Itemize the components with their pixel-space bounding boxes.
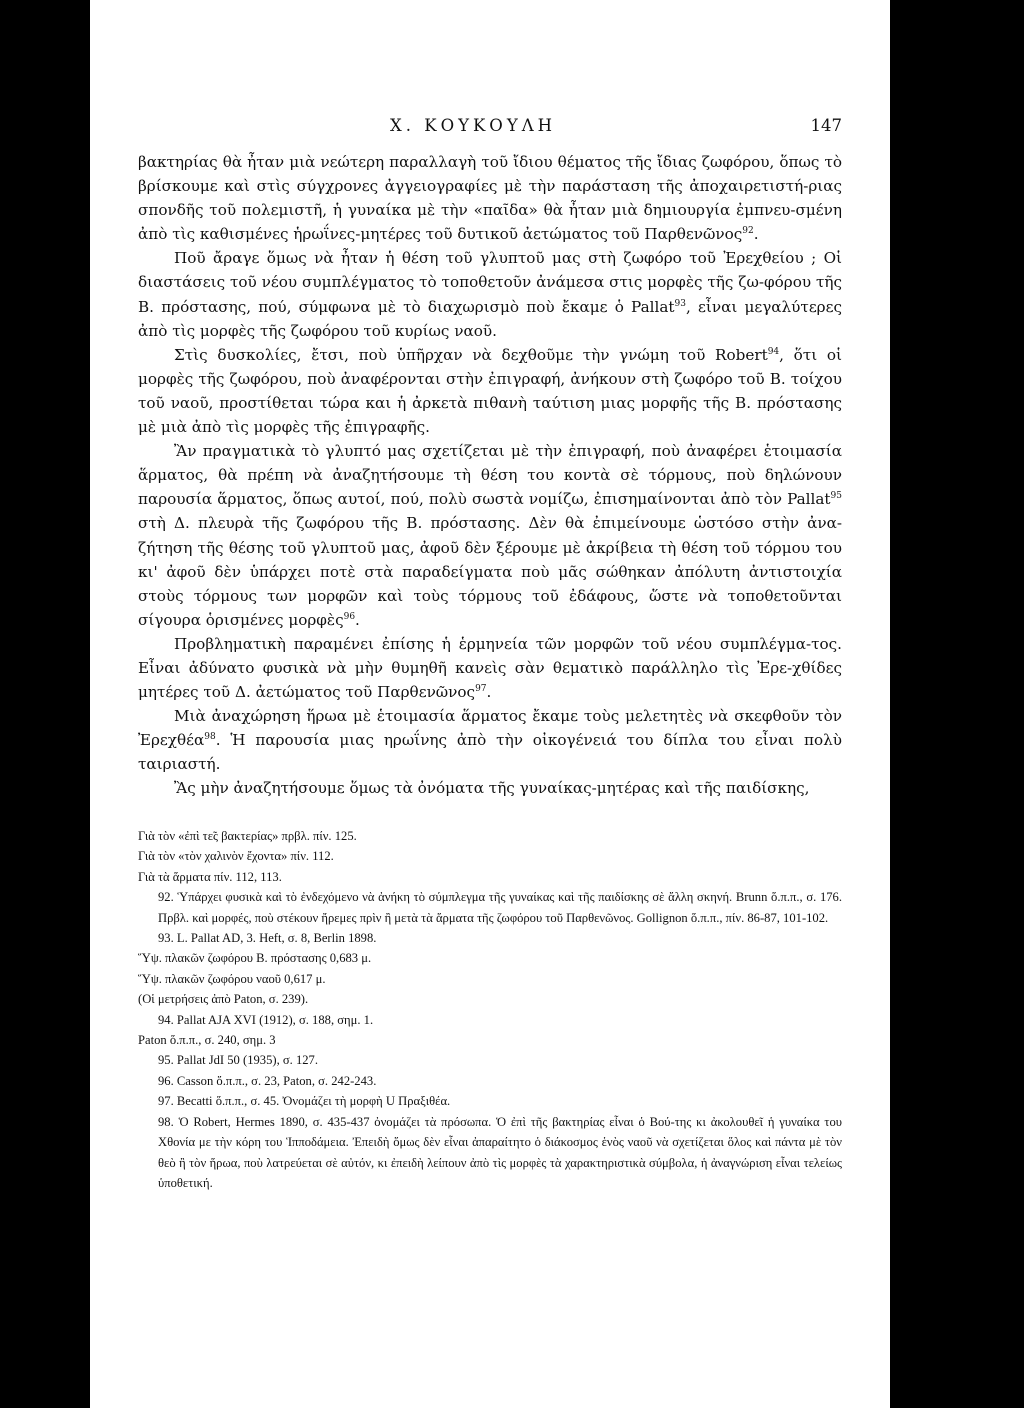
paragraph-text: Ἂς μὴν ἀναζητήσουμε ὅμως τὰ ὀνόματα τῆς γυναίκας-μητέρας καὶ τῆς παιδίσκης,: [174, 779, 810, 798]
paragraph-text: Στὶς δυσκολίες, ἔτσι, ποὺ ὑπῆρχαν νὰ δεχθοῦμε τὴν γνώμη τοῦ Robert: [174, 345, 768, 364]
footnote-ref: 93: [674, 298, 686, 309]
footnote: (Οἱ μετρήσεις ἀπὸ Paton, σ. 239).: [138, 992, 309, 1007]
footnote-ref: 92: [742, 226, 754, 237]
paragraph-text: Ποῦ ἄραγε ὅμως νὰ ἦταν ἡ θέση τοῦ γλυπτοῦ μας στὴ ζωφόρο τοῦ Ἐρεχθείου ; Οἱ διαστάσεις τοῦ νέου συμπλέγματος τὸ τοποθετοῦν ἀνάμεσα στις μορφὲς τῆς ζω-φόρου τῆς Β. πρόστασης, πού, σύμφωνα μὲ τὸ διαχωρισμὸ ποὺ ἔκαμε ὁ Pallat: [138, 249, 842, 316]
footnote: Γιὰ τὸν «τὸν χαλινὸν ἔχοντα» πίν. 112.: [138, 849, 334, 864]
footnote: 94. Pallat AJA XVI (1912), σ. 188, σημ. 1.: [158, 1012, 374, 1027]
paragraph-text: .: [753, 225, 759, 244]
footnote: 93. L. Pallat AD, 3. Heft, σ. 8, Berlin 1898.: [158, 931, 377, 946]
footnote: 96. Casson ὅ.π.π., σ. 23, Paton, σ. 242-243.: [158, 1073, 377, 1088]
footnote: Ὕψ. πλακῶν ζωφόρου Β. πρόστασης 0,683 μ.: [138, 951, 372, 966]
paragraph-text: . Ἡ παρουσία μιας ηρωΐνης ἀπὸ τὴν οἰκογένειά του δίπλα του εἶναι πολὺ ταιριαστή.: [138, 731, 842, 774]
footnote: 98. Ὁ Robert, Hermes 1890, σ. 435-437 ὀνομάζει τὰ πρόσωπα. Ὁ ἐπὶ τῆς βακτηρίας εἶναι ὁ Βού-της κι ἀκολουθεῖ ἡ γυναίκα του Χθονία με τὴν κόρη του Ἱπποδάμεια. Ἐπειδὴ ὅμως δὲν εἶναι ἀπαραίτητο ὁ διάκοσμος ἑνὸς ναοῦ νὰ σχετίζεται ὅλος καὶ πάντα μὲ τὸν θεὸ ἢ τὸν ἥρωα, ποὺ λατρεύεται σὲ αὐτόν, κι ἐπειδὴ λείπουν ἀπὸ τὶς μορφὲς τὰ χαρακτηριστικὰ σύμβολα, ἡ ἀναγνώριση εἶναι τελείως ὑποθετική.: [158, 1114, 842, 1190]
body-text: [138, 150, 842, 801]
paragraph: [138, 776, 842, 800]
page: [90, 0, 890, 1408]
paragraph-text: .: [355, 610, 360, 629]
paragraph-text: στὴ Δ. πλευρὰ τῆς ζωφόρου τῆς Β. πρόστασης. Δὲν θὰ ἐπιμείνουμε ὡστόσο στὴν ἀνα-ζήτηση τῆς θέσης τοῦ γλυπτοῦ μας, ἀφοῦ δὲν ξέρουμε μὲ ἀκρίβεια τὴ θέση τοῦ τόρμου του κι' ἀφοῦ δὲν ὑπάρχει ποτὲ στὰ παραδείγματα ποὺ μᾶς σώθηκαν ἀπόλυτη ἀντιστοιχία στοὺς τόρμους των μορφῶν καὶ τοὺς τόρμους τοῦ ἐδάφους, ὥστε νὰ τοποθετοῦνται σίγουρα ὁρισμένες μορφὲς: [138, 514, 842, 629]
footnote-ref: 95: [830, 491, 842, 502]
paragraph-text: Προβληματικὴ παραμένει ἐπίσης ἡ ἑρμηνεία τῶν μορφῶν τοῦ νέου συμπλέγμα-τος. Εἶναι ἀδύνατο φυσικὰ νὰ μὴν θυμηθῆ κανεὶς σὰν θεματικὸ παράλληλο τὶς Ἐρε-χθίδες μητέρες τοῦ Δ. ἀετώματος τοῦ Παρθενῶνος: [138, 634, 842, 702]
paragraph: [138, 150, 842, 246]
running-header-author: Χ. ΚΟΥΚΟΥΛΗ: [390, 116, 557, 135]
paragraph-text: Μιὰ ἀναχώρηση ἥρωα μὲ ἑτοιμασία ἅρματος ἔκαμε τοὺς μελετητὲς νὰ σκεφθοῦν τὸν Ἐρεχθέα: [138, 707, 842, 750]
footnote-ref: 96: [343, 611, 356, 622]
footnote: Paton ὅ.π.π., σ. 240, σημ. 3: [138, 1033, 276, 1048]
paragraph-text: , εἶναι μεγαλύτερες ἀπὸ τὶς μορφὲς τῆς ζωφόρου τοῦ κυρίως ναοῦ.: [138, 297, 842, 340]
footnote: Γιὰ τὰ ἅρματα πίν. 112, 113.: [138, 869, 282, 884]
paragraph: [138, 246, 842, 342]
footnote: Γιὰ τὸν «ἐπὶ τε̃ς βακτερίας» πρβλ. πίν. 125.: [138, 829, 357, 843]
paragraph-text: Ἂν πραγματικὰ τὸ γλυπτό μας σχετίζεται μὲ τὴν ἐπιγραφή, ποὺ ἀναφέρει ἑτοιμασία ἅρματος, θὰ πρέπη νὰ ἀναζητήσουμε τὴ θέση του κοντὰ σὲ τόρμους, ποὺ δηλώνουν παρουσία ἅρματος, ὅπως αυτοί, πού, πολὺ σωστὰ νομίζω, ἐπισημαίνονται ἀπὸ τὸν Pallat: [138, 442, 842, 509]
footnote-ref: 98: [204, 732, 216, 743]
footnote: 97. Becatti ὅ.π.π., σ. 45. Ὀνομάζει τὴ μορφὴ U Πραξιθέα.: [158, 1094, 451, 1109]
running-header: [138, 116, 842, 140]
footnote: 92. Ὑπάρχει φυσικὰ καὶ τὸ ἐνδεχόμενο νὰ ἀνήκη τὸ σύμπλεγμα τῆς γυναίκας καὶ τῆς παιδίσκης σὲ ἄλλη σκηνή. Brunn ὅ.π.π., σ. 176. Πρβλ. καὶ μορφές, ποὺ στέκουν ἤρεμες πρὶν ἢ μετὰ τὰ ἅρματα τῆς ζωφόρου τοῦ Παρθενῶνος. Gollignon ὅ.π.π., πίν. 86-87, 101-102.: [158, 890, 842, 925]
page-number: 147: [810, 116, 842, 135]
footnote-ref: 97: [475, 684, 487, 694]
paragraph: [138, 343, 842, 439]
footnotes: [138, 826, 842, 1193]
footnote: 95. Pallat JdI 50 (1935), σ. 127.: [158, 1053, 318, 1068]
paragraph: [138, 632, 842, 704]
footnote: Ὕψ. πλακῶν ζωφόρου ναοῦ 0,617 μ.: [138, 971, 326, 986]
paragraph-text: βακτηρίας θὰ ἦταν μιὰ νεώτερη παραλλαγὴ τοῦ ἴδιου θέματος τῆς ἴδιας ζωφόρου, ὅπως τὸ βρίσκουμε καὶ στὶς σύγχρονες ἀγγειογραφίες μὲ τὴν παράσταση τῆς ἀποχαιρετιστή-ριας σπονδῆς τοῦ πολεμιστῆ, ἡ γυναίκα μὲ τὴν «παῖδα» θὰ ἦταν μιὰ δημιουργία ἐμπνευ-σμένη ἀπὸ τὶς καθισμένες ἡρωΐνες-μητέρες τοῦ δυτικοῦ ἀετώματος τοῦ Παρθενῶνος: [138, 153, 842, 244]
paragraph-text: , ὅτι οἱ μορφὲς τῆς ζωφόρου, ποὺ ἀναφέρονται στὴν ἐπιγραφή, ἀνήκουν στὴ ζωφόρο τοῦ Β. τοίχου τοῦ ναοῦ, προστίθεται τώρα και ἡ ἀρκετὰ πιθανὴ ταύτιση μιας μορφῆς τῆς Β. πρόστασης μὲ μιὰ ἀπὸ τὶς μορφὲς τῆς ἐπιγραφῆς.: [138, 345, 842, 437]
paragraph-text: .: [486, 683, 492, 702]
paragraph: [138, 704, 842, 776]
footnote-ref: 94: [767, 346, 780, 357]
paragraph: [138, 439, 842, 632]
